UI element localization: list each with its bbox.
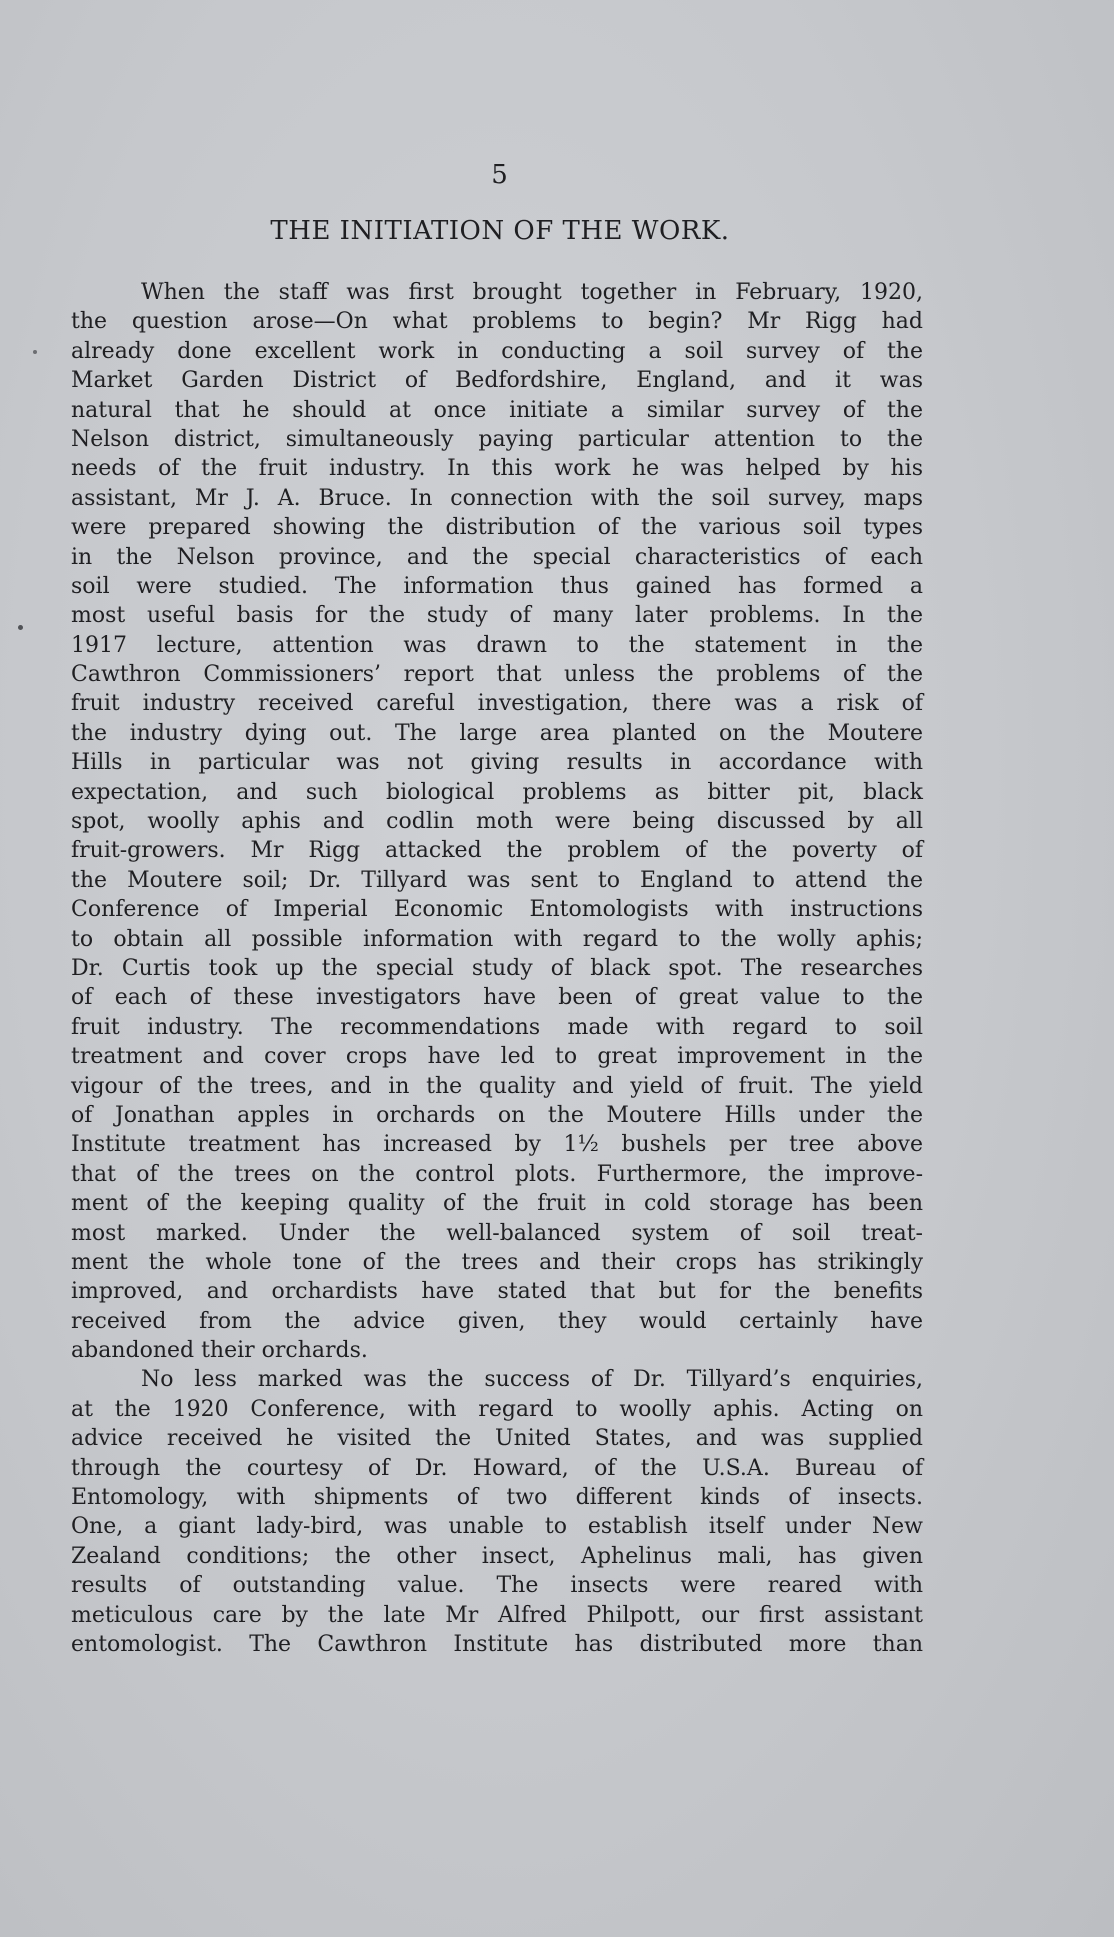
text-line: spot, woolly aphis and codlin moth were being discussed by all [71, 809, 923, 835]
text-line: at the 1920 Conference, with regard to woolly aphis. Acting on [71, 1396, 923, 1422]
text-line: in the Nelson province, and the special characteristics of each [71, 544, 923, 570]
chapter-title: THE INITIATION OF THE WORK. [270, 216, 730, 246]
text-line: Entomology, with shipments of two different kinds of insects. [71, 1485, 923, 1511]
text-line: that of the trees on the control plots. Furthermore, the improve- [71, 1161, 923, 1187]
text-line: Institute treatment has increased by 1½ bushels per tree above [71, 1132, 923, 1158]
text-line: Zealand conditions; the other insect, Aphelinus mali, has given [71, 1543, 923, 1569]
text-line: to obtain all possible information with regard to the wolly aphis; [71, 926, 923, 952]
body-text [71, 278, 923, 1659]
text-line: ment the whole tone of the trees and their crops has strikingly [71, 1249, 923, 1275]
text-line: fruit-growers. Mr Rigg attacked the problem of the poverty of [71, 838, 923, 864]
text-line: Market Garden District of Bedfordshire, England, and it was [71, 368, 923, 394]
paper-speck [18, 625, 23, 630]
text-line: Conference of Imperial Economic Entomologists with instructions [71, 897, 923, 923]
text-line: fruit industry received careful investigation, there was a risk of [71, 691, 923, 717]
text-line: One, a giant lady-bird, was unable to establish itself under New [71, 1514, 923, 1540]
text-line: of each of these investigators have been of great value to the [71, 985, 923, 1011]
text-line: received from the advice given, they would certainly have [71, 1308, 923, 1334]
text-line: advice received he visited the United States, and was supplied [71, 1426, 923, 1452]
paragraph-1 [71, 278, 923, 1365]
text-line: Hills in particular was not giving results in accordance with [71, 750, 923, 776]
text-line: 1917 lecture, attention was drawn to the statement in the [71, 632, 923, 658]
text-line: most useful basis for the study of many later problems. In the [71, 603, 923, 629]
text-line: When the staff was first brought together in February, 1920, [141, 280, 923, 305]
text-line: Dr. Curtis took up the special study of black spot. The researches [71, 955, 923, 981]
text-line: entomologist. The Cawthron Institute has distributed more than [71, 1631, 923, 1657]
text-line: meticulous care by the late Mr Alfred Philpott, our first assistant [71, 1602, 923, 1628]
text-line: of Jonathan apples in orchards on the Moutere Hills under the [71, 1102, 923, 1128]
text-line: Nelson district, simultaneously paying particular attention to the [71, 426, 923, 452]
text-line: assistant, Mr J. A. Bruce. In connection with the soil survey, maps [71, 485, 923, 511]
text-line: the Moutere soil; Dr. Tillyard was sent to England to attend the [71, 867, 923, 893]
text-line: fruit industry. The recommendations made with regard to soil [71, 1014, 923, 1040]
text-line: needs of the fruit industry. In this work he was helped by his [71, 456, 923, 482]
text-line: abandoned their orchards. [71, 1338, 368, 1364]
paragraph-2 [71, 1365, 923, 1659]
text-line: natural that he should at once initiate a similar survey of the [71, 397, 923, 423]
text-line: already done excellent work in conducting a soil survey of the [71, 338, 923, 364]
text-line: through the courtesy of Dr. Howard, of the U.S.A. Bureau of [71, 1455, 923, 1481]
text-line: were prepared showing the distribution of the various soil types [71, 515, 923, 541]
text-line: expectation, and such biological problems as bitter pit, black [71, 779, 923, 805]
text-line: treatment and cover crops have led to great improvement in the [71, 1044, 923, 1070]
text-line: No less marked was the success of Dr. Tillyard’s enquiries, [141, 1367, 923, 1393]
paper-speck [33, 350, 37, 354]
page-number: 5 [491, 160, 509, 190]
text-line: the question arose—On what problems to begin? Mr Rigg had [71, 309, 923, 335]
text-line: vigour of the trees, and in the quality and yield of fruit. The yield [71, 1073, 923, 1099]
text-line: ment of the keeping quality of the fruit in cold storage has been [71, 1191, 923, 1217]
text-line: Cawthron Commissioners’ report that unless the problems of the [71, 662, 923, 688]
text-line: soil were studied. The information thus gained has formed a [71, 573, 923, 599]
text-line: most marked. Under the well-balanced system of soil treat- [71, 1220, 923, 1246]
text-line: the industry dying out. The large area planted on the Moutere [71, 720, 923, 746]
text-line: results of outstanding value. The insects were reared with [71, 1573, 923, 1599]
text-line: improved, and orchardists have stated that but for the benefits [71, 1279, 923, 1305]
